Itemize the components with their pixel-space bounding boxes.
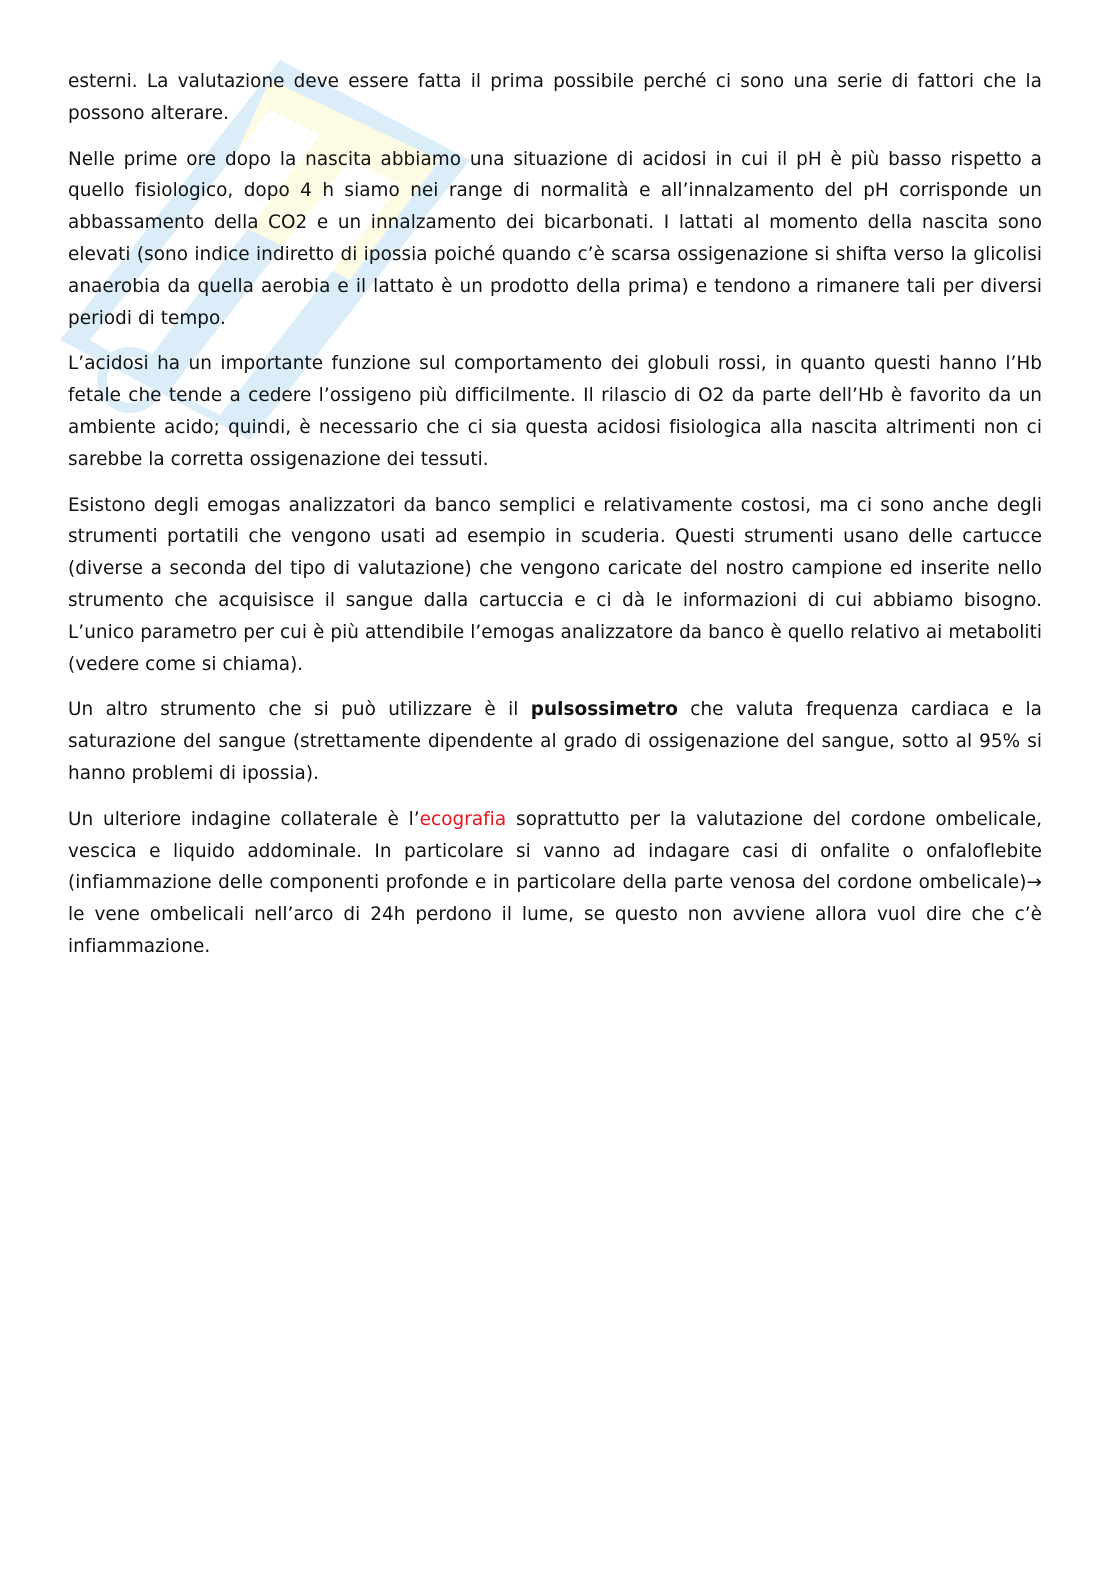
paragraph-5-rest: che valuta frequenza cardiaca e la saturazione del sangue (strettamente dipendente al grado di ossigenazione del sangue, sotto al 95% si hanno problemi di ipossia). [68,699,1042,784]
paragraph-4: Esistono degli emogas analizzatori da banco semplici e relativamente costosi, ma ci sono anche degli strumenti portatili che vengono usati ad esempio in scuderia. Questi strumenti usano delle cartucce (diverse a seconda del tipo di valutazione) che vengono caricate del nostro campione ed inserite nello strumento che acquisisce il sangue dalla cartuccia e ci dà le informazioni di cui abbiamo bisogno. L’unico parametro per cui è più attendibile l’emogas analizzatore da banco è quello relativo ai metaboliti (vedere come si chiama). [68,494,1042,675]
paragraph-5 [68,694,1042,789]
term-pulsossimetro: pulsossimetro [530,699,678,721]
paragraph-5-intro: Un altro strumento che si può utilizzare è il [68,699,531,721]
paragraph-1: esterni. La valutazione deve essere fatta il prima possibile perché ci sono una serie di fattori che la possono alterare. [68,71,1042,124]
arrow-right-icon: → [1026,872,1042,894]
paragraph-2: Nelle prime ore dopo la nascita abbiamo una situazione di acidosi in cui il pH è più basso rispetto a quello fisiologico, dopo 4 h siamo nei range di normalità e all’innalzamento del pH corrisponde un abbassamento della CO2 e un innalzamento dei bicarbonati. I lattati al momento della nascita sono elevati (sono indice indiretto di ipossia poiché quando c’è scarsa ossigenazione si shifta verso la glicolisi anaerobia da quella aerobia e il lattato è un prodotto della prima) e tendono a rimanere tali per diversi periodi di tempo. [68,148,1042,329]
document-body [68,66,1042,977]
paragraph-3: L’acidosi ha un importante funzione sul comportamento dei globuli rossi, in quanto questi hanno l’Hb fetale che tende a cedere l’ossigeno più difficilmente. Il rilascio di O2 da parte dell’Hb è favorito da un ambiente acido; quindi, è necessario che ci sia questa acidosi fisiologica alla nascita altrimenti non ci sarebbe la corretta ossigenazione dei tessuti. [68,353,1042,470]
term-ecografia: ecografia [419,808,507,830]
paragraph-6 [68,804,1042,963]
paragraph-6-intro: Un ulteriore indagine collaterale è l’ [68,808,420,830]
paragraph-6-end: le vene ombelicali nell’arco di 24h perdono il lume, se questo non avviene allora vuol dire che c’è infiammazione. [68,904,1042,957]
paragraph-6-middle: soprattutto per la valutazione del cordone ombelicale, vescica e liquido addominale. In particolare si vanno ad indagare casi di onfalite o onfaloflebite (infiammazione delle componenti profonde e in particolare della parte venosa del cordone ombelicale) [68,808,1042,894]
